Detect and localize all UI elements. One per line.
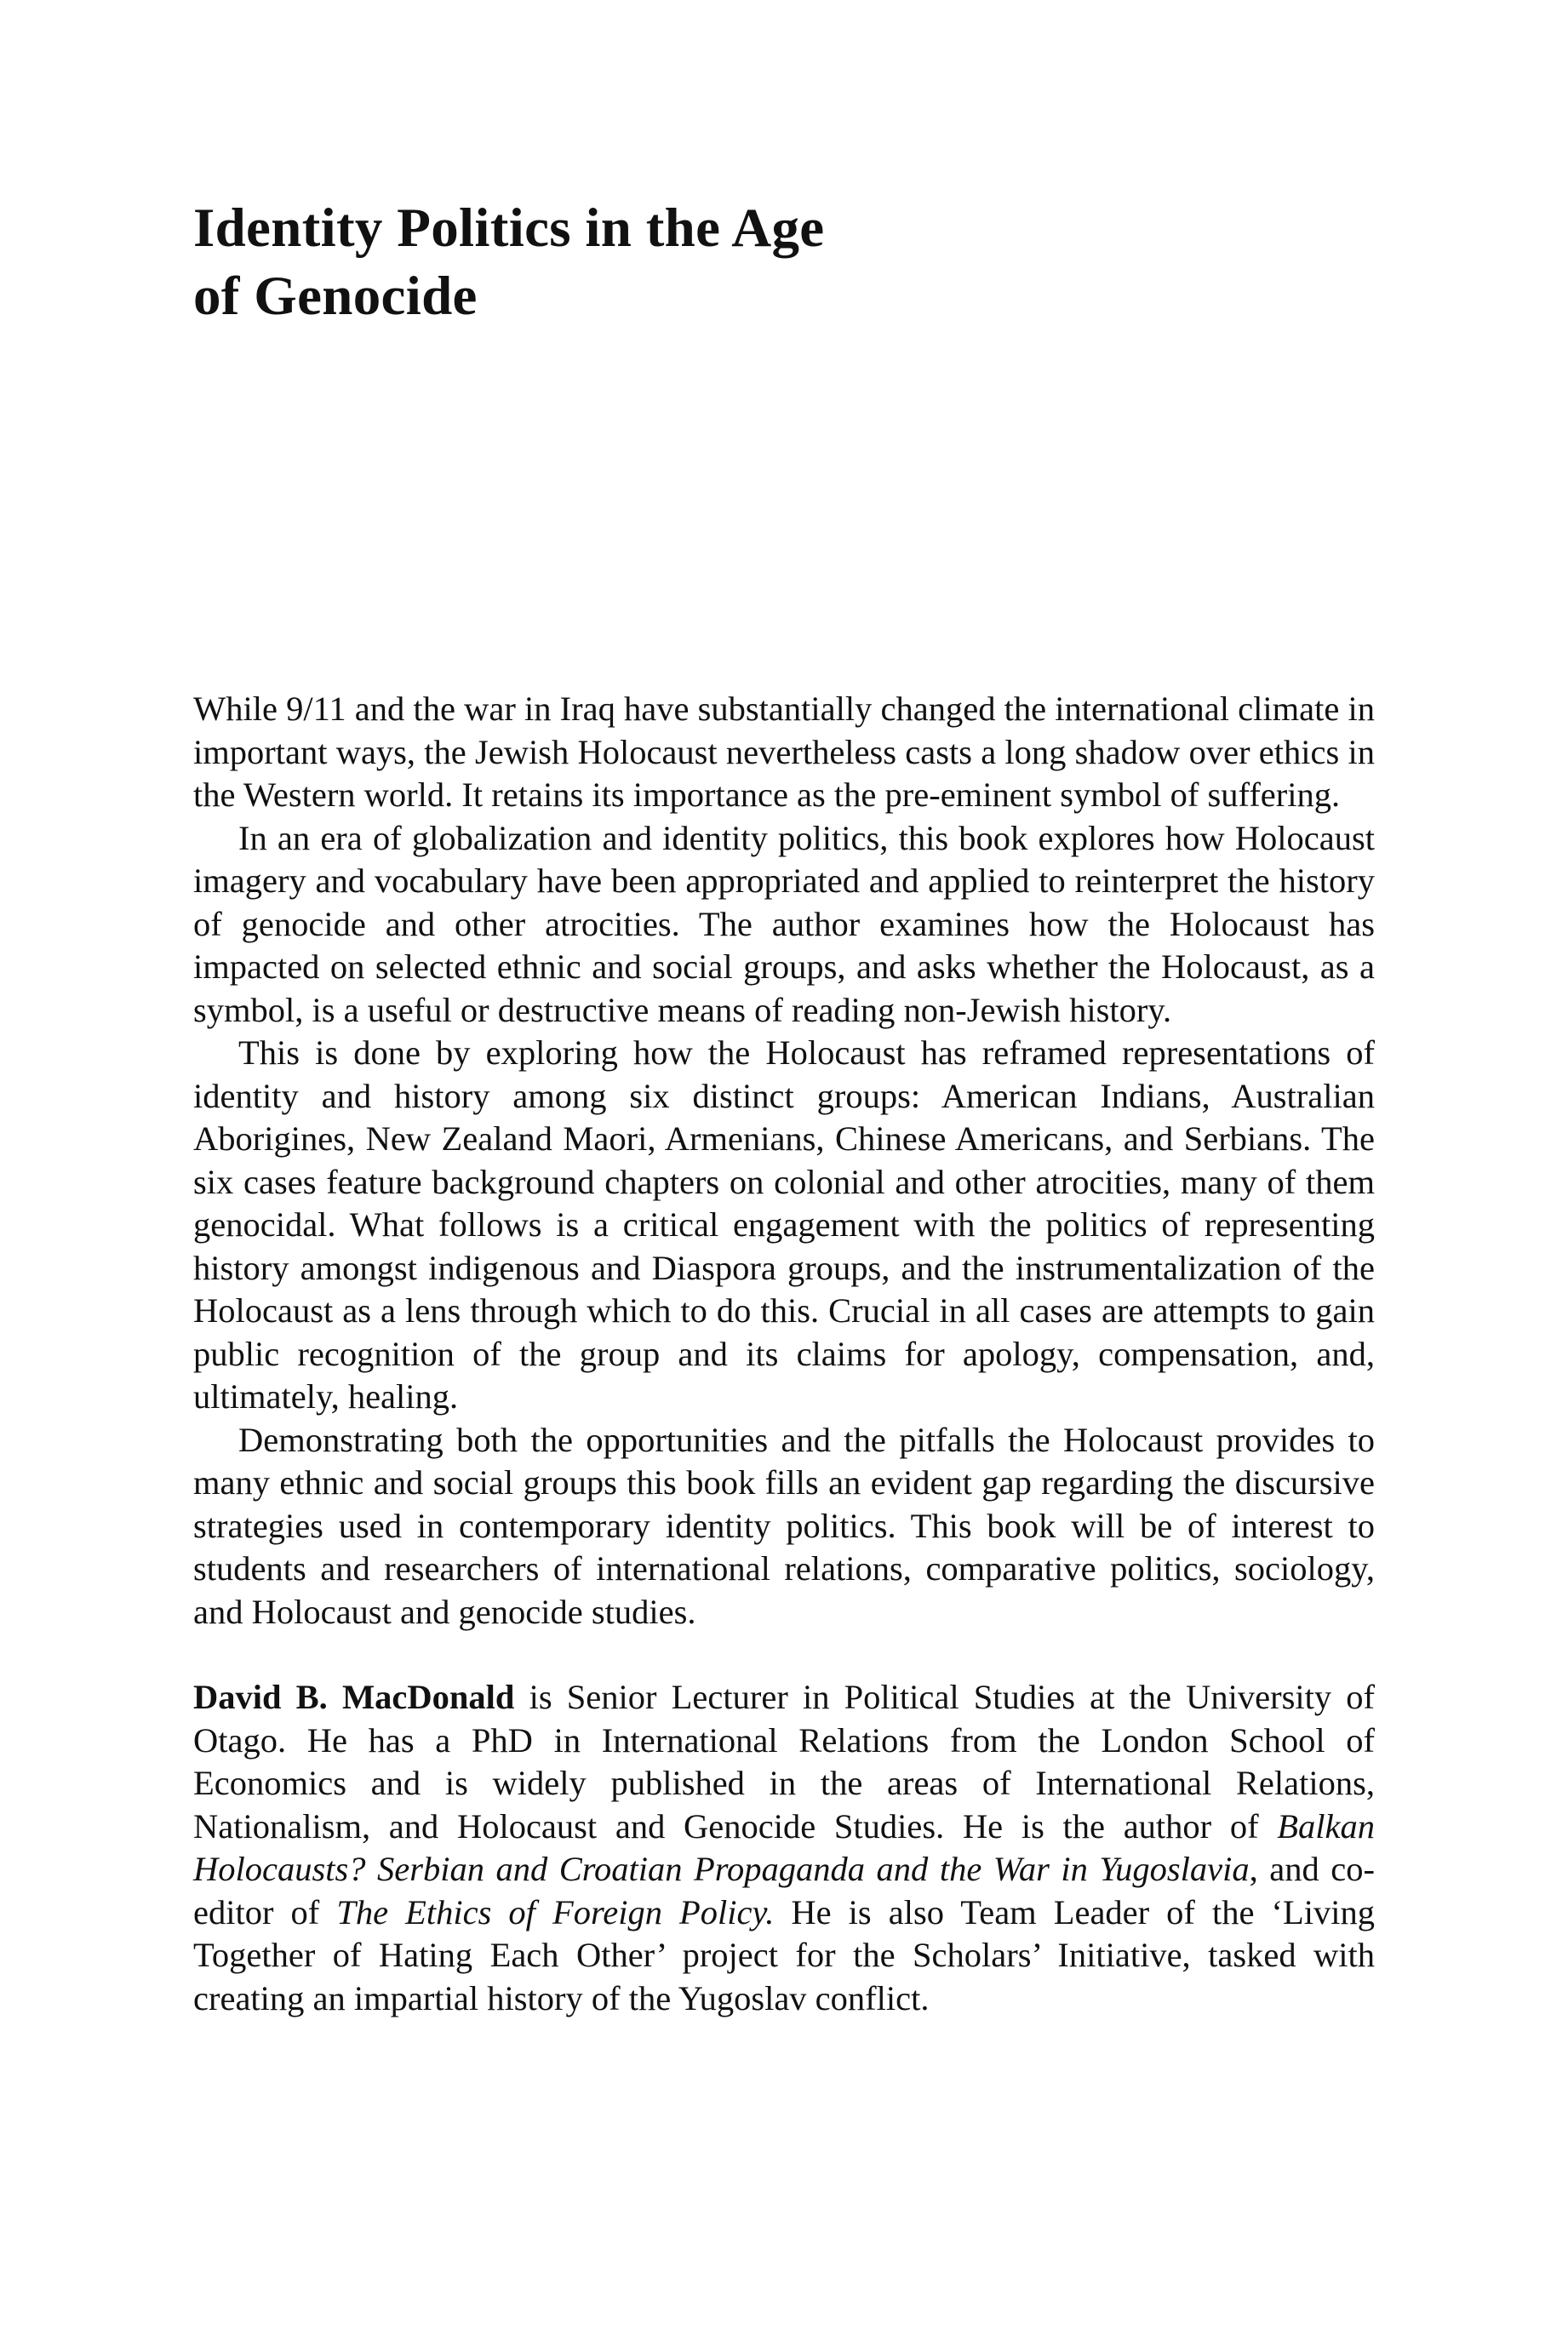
description-paragraph-1: While 9/11 and the war in Iraq have substantially changed the international climate in important ways, the Jewish Holocaust nevertheless casts a long shadow over ethics in the Western world. It retains its importance as the pre-eminent symbol of suffering. <box>193 690 1375 814</box>
author-bio-text-2: , and co-editor of <box>193 1850 1375 1931</box>
author-bio <box>193 1676 1375 2020</box>
title-line-2: of Genocide <box>193 266 478 327</box>
author-bio-text-3: He is also Team Leader of the ‘Living Together of Hating Each Other’ project for the Scholars’ Initiative, tasked with creating an impartial history of the Yugoslav conflict. <box>193 1892 1375 2017</box>
author-name: David B. MacDonald <box>193 1678 515 1716</box>
book-title-ethics-of-foreign-policy: The Ethics of Foreign Policy. <box>336 1892 775 1931</box>
author-bio-text-1: is Senior Lecturer in Political Studies at the University of Otago. He has a PhD in International Relations from the London School of Economics and is widely published in the areas of International Relations, Nationalism, and Holocaust and Genocide Studies. He is the author of <box>193 1678 1375 1846</box>
page-title <box>193 194 1044 330</box>
description-paragraph-3: This is done by exploring how the Holocaust has reframed representations of identity and history among six distinct groups: American Indians, Australian Aborigines, New Zealand Maori, Armenians, Chinese Americans, and Serbians. The six cases feature background chapters on colonial and other atrocities, many of them genocidal. What follows is a critical engagement with the politics of representing history amongst indigenous and Diaspora groups, and the instrumentalization of the Holocaust as a lens through which to do this. Crucial in all cases are attempts to gain public recognition of the group and its claims for apology, compensation, and, ultimately, healing. <box>193 1033 1375 1416</box>
title-line-1: Identity Politics in the Age <box>193 197 825 259</box>
description-paragraph-2: In an era of globalization and identity politics, this book explores how Holocaust imagery and vocabulary have been appropriated and applied to reinterpret the history of genocide and other atrocities. The author examines how the Holocaust has impacted on selected ethnic and social groups, and asks whether the Holocaust, as a symbol, is a useful or destructive means of reading non-Jewish history. <box>193 818 1375 1029</box>
book-title-balkan-holocausts: Balkan Holocausts? Serbian and Croatian Propaganda and the War in Yugoslavia <box>193 1806 1375 1888</box>
description-paragraph-4: Demonstrating both the opportunities and the pitfalls the Holocaust provides to many ethnic and social groups this book fills an evident gap regarding the discursive strategies used in contemporary identity politics. This book will be of interest to students and researchers of international relations, comparative politics, sociology, and Holocaust and genocide studies. <box>193 1420 1375 1631</box>
book-description <box>193 688 1375 2020</box>
